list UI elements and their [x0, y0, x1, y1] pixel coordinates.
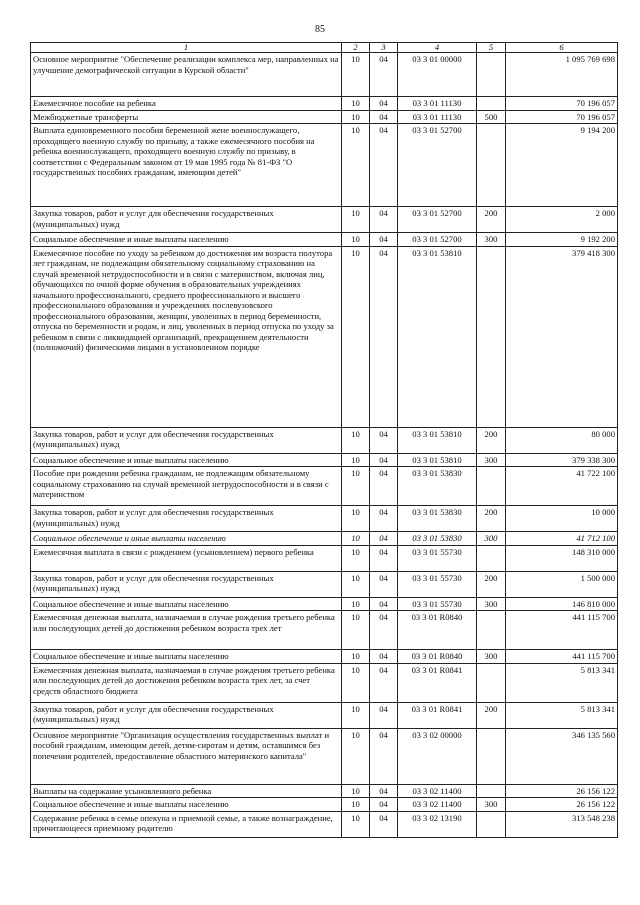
subsection-code-cell: 04: [370, 467, 398, 506]
budget-table: [30, 42, 618, 838]
row-name-cell: Пособие при рождении ребенка гражданам, не подлежащим обязательному социальному страхованию на случай временной нетрудоспособности и в связи с материнством: [31, 467, 342, 506]
amount-cell: 5 813 341: [506, 663, 618, 702]
amount-cell: 5 813 341: [506, 702, 618, 728]
subsection-code-cell: 04: [370, 663, 398, 702]
target-article-cell: 03 3 02 13190: [398, 811, 477, 837]
table-row: [31, 506, 618, 532]
table-row: [31, 571, 618, 597]
target-article-cell: 03 3 02 11400: [398, 784, 477, 797]
amount-cell: 379 418 300: [506, 246, 618, 427]
row-name-cell: Социальное обеспечение и иные выплаты населению: [31, 532, 342, 545]
amount-cell: 70 196 057: [506, 97, 618, 110]
expense-type-cell: [477, 784, 506, 797]
table-body: [31, 53, 618, 837]
subsection-code-cell: 04: [370, 110, 398, 123]
row-name-cell: Закупка товаров, работ и услуг для обеспечения государственных (муниципальных) нужд: [31, 702, 342, 728]
expense-type-cell: [477, 467, 506, 506]
column-header: 5: [477, 43, 506, 53]
amount-cell: 41 712 100: [506, 532, 618, 545]
table-row: [31, 663, 618, 702]
subsection-code-cell: 04: [370, 97, 398, 110]
subsection-code-cell: 04: [370, 571, 398, 597]
section-code-cell: 10: [342, 233, 370, 246]
expense-type-cell: [477, 811, 506, 837]
expense-type-cell: [477, 611, 506, 650]
target-article-cell: 03 3 01 55730: [398, 597, 477, 610]
target-article-cell: 03 3 01 R0841: [398, 663, 477, 702]
expense-type-cell: 300: [477, 532, 506, 545]
row-name-cell: Закупка товаров, работ и услуг для обеспечения государственных (муниципальных) нужд: [31, 427, 342, 453]
section-code-cell: 10: [342, 663, 370, 702]
target-article-cell: 03 3 01 53810: [398, 427, 477, 453]
section-code-cell: 10: [342, 246, 370, 427]
subsection-code-cell: 04: [370, 427, 398, 453]
subsection-code-cell: 04: [370, 597, 398, 610]
target-article-cell: 03 3 01 53810: [398, 453, 477, 466]
amount-cell: 41 722 100: [506, 467, 618, 506]
table-row: [31, 702, 618, 728]
target-article-cell: 03 3 01 R0840: [398, 650, 477, 663]
table-row: [31, 246, 618, 427]
subsection-code-cell: 04: [370, 784, 398, 797]
target-article-cell: 03 3 01 53830: [398, 532, 477, 545]
section-code-cell: 10: [342, 532, 370, 545]
table-row: [31, 798, 618, 811]
expense-type-cell: [477, 663, 506, 702]
section-code-cell: 10: [342, 597, 370, 610]
table-row: [31, 784, 618, 797]
row-name-cell: Ежемесячная денежная выплата, назначаемая в случае рождения третьего ребенка или последующих детей до достижения ребенком возраста трех лет: [31, 611, 342, 650]
row-name-cell: Социальное обеспечение и иные выплаты населению: [31, 453, 342, 466]
expense-type-cell: 300: [477, 650, 506, 663]
table-row: [31, 532, 618, 545]
section-code-cell: 10: [342, 798, 370, 811]
expense-type-cell: 500: [477, 110, 506, 123]
section-code-cell: 10: [342, 506, 370, 532]
subsection-code-cell: 04: [370, 798, 398, 811]
table-row: [31, 650, 618, 663]
expense-type-cell: [477, 53, 506, 97]
expense-type-cell: 300: [477, 453, 506, 466]
column-header: 3: [370, 43, 398, 53]
table-row: [31, 233, 618, 246]
amount-cell: 313 548 238: [506, 811, 618, 837]
amount-cell: 26 156 122: [506, 798, 618, 811]
row-name-cell: Социальное обеспечение и иные выплаты населению: [31, 233, 342, 246]
expense-type-cell: [477, 545, 506, 571]
target-article-cell: 03 3 01 52700: [398, 207, 477, 233]
target-article-cell: 03 3 01 52700: [398, 233, 477, 246]
table-row: [31, 811, 618, 837]
expense-type-cell: 200: [477, 207, 506, 233]
amount-cell: 379 338 300: [506, 453, 618, 466]
subsection-code-cell: 04: [370, 246, 398, 427]
target-article-cell: 03 3 02 00000: [398, 728, 477, 784]
subsection-code-cell: 04: [370, 207, 398, 233]
section-code-cell: 10: [342, 110, 370, 123]
table-row: [31, 728, 618, 784]
section-code-cell: 10: [342, 728, 370, 784]
row-name-cell: Ежемесячное пособие на ребенка: [31, 97, 342, 110]
amount-cell: 148 310 000: [506, 545, 618, 571]
target-article-cell: 03 3 01 53830: [398, 506, 477, 532]
expense-type-cell: 300: [477, 597, 506, 610]
subsection-code-cell: 04: [370, 233, 398, 246]
table-row: [31, 467, 618, 506]
row-name-cell: Выплата единовременного пособия беременной жене военнослужащего, проходящего военную службу по призыву, а также ежемесячного пособия на ребенка военнослужащего, проходящего военную службу по призыву, в соответствии с Федеральным законом от 19 мая 1995 года № 81-ФЗ "О государственных пособиях гражданам, имеющим детей": [31, 124, 342, 207]
expense-type-cell: [477, 97, 506, 110]
subsection-code-cell: 04: [370, 124, 398, 207]
table-row: [31, 110, 618, 123]
amount-cell: 70 196 057: [506, 110, 618, 123]
expense-type-cell: 200: [477, 702, 506, 728]
table-row: [31, 545, 618, 571]
expense-type-cell: 200: [477, 506, 506, 532]
target-article-cell: 03 3 01 55730: [398, 545, 477, 571]
amount-cell: 9 192 200: [506, 233, 618, 246]
subsection-code-cell: 04: [370, 453, 398, 466]
row-name-cell: Закупка товаров, работ и услуг для обеспечения государственных (муниципальных) нужд: [31, 506, 342, 532]
section-code-cell: 10: [342, 427, 370, 453]
target-article-cell: 03 3 01 11130: [398, 110, 477, 123]
expense-type-cell: 200: [477, 427, 506, 453]
row-name-cell: Социальное обеспечение и иные выплаты населению: [31, 650, 342, 663]
target-article-cell: 03 3 01 53810: [398, 246, 477, 427]
amount-cell: 346 135 560: [506, 728, 618, 784]
column-header: 1: [31, 43, 342, 53]
expense-type-cell: 300: [477, 233, 506, 246]
table-row: [31, 611, 618, 650]
expense-type-cell: [477, 246, 506, 427]
section-code-cell: 10: [342, 611, 370, 650]
table-row: [31, 597, 618, 610]
subsection-code-cell: 04: [370, 728, 398, 784]
row-name-cell: Ежемесячное пособие по уходу за ребенком до достижения им возраста полутора лет гражданам, не подлежащим обязательному социальному страхованию на случай временной нетрудоспособности и в связи с материнством, включая лиц, обучающихся по очной форме обучения в образовательных учреждениях начального профессионального, среднего профессионального и высшего профессионального образования и учреждениях послевузовского профессионального образования, женщин, уволенных в период беременности, отпуска по беременности и родам, и лиц, уволенных в период отпуска по уходу за ребенком в связи с ликвидацией организаций, прекращением деятельности (полномочий) физическими лицами в установленном порядке: [31, 246, 342, 427]
row-name-cell: Основное мероприятие "Организация осуществления государственных выплат и пособий гражданам, имеющим детей, детям-сиротам и детям, оставшимся без попечения родителей, предоставление областного материнского капитала": [31, 728, 342, 784]
section-code-cell: 10: [342, 97, 370, 110]
expense-type-cell: [477, 728, 506, 784]
table-row: [31, 53, 618, 97]
amount-cell: 441 115 700: [506, 611, 618, 650]
row-name-cell: Ежемесячная денежная выплата, назначаемая в случае рождения третьего ребенка или последующих детей до достижения ребенком возраста трех лет, за счет средств областного бюджета: [31, 663, 342, 702]
target-article-cell: 03 3 01 11130: [398, 97, 477, 110]
row-name-cell: Закупка товаров, работ и услуг для обеспечения государственных (муниципальных) нужд: [31, 571, 342, 597]
section-code-cell: 10: [342, 571, 370, 597]
row-name-cell: Закупка товаров, работ и услуг для обеспечения государственных (муниципальных) нужд: [31, 207, 342, 233]
row-name-cell: Выплаты на содержание усыновленного ребенка: [31, 784, 342, 797]
amount-cell: 80 000: [506, 427, 618, 453]
section-code-cell: 10: [342, 545, 370, 571]
amount-cell: 10 000: [506, 506, 618, 532]
subsection-code-cell: 04: [370, 532, 398, 545]
table-row: [31, 124, 618, 207]
table-row: [31, 453, 618, 466]
subsection-code-cell: 04: [370, 611, 398, 650]
row-name-cell: Социальное обеспечение и иные выплаты населению: [31, 597, 342, 610]
row-name-cell: Социальное обеспечение и иные выплаты населению: [31, 798, 342, 811]
subsection-code-cell: 04: [370, 650, 398, 663]
amount-cell: 441 115 700: [506, 650, 618, 663]
table-header-row: [31, 43, 618, 53]
amount-cell: 146 810 000: [506, 597, 618, 610]
row-name-cell: Основное мероприятие "Обеспечение реализации комплекса мер, направленных на улучшение демографической ситуации в Курской области": [31, 53, 342, 97]
target-article-cell: 03 3 01 R0840: [398, 611, 477, 650]
row-name-cell: Содержание ребенка в семье опекуна и приемной семье, а также вознаграждение, причитающееся приемному родителю: [31, 811, 342, 837]
table-row: [31, 207, 618, 233]
expense-type-cell: 200: [477, 571, 506, 597]
subsection-code-cell: 04: [370, 53, 398, 97]
row-name-cell: Межбюджетные трансферты: [31, 110, 342, 123]
section-code-cell: 10: [342, 124, 370, 207]
section-code-cell: 10: [342, 467, 370, 506]
table-row: [31, 427, 618, 453]
subsection-code-cell: 04: [370, 811, 398, 837]
section-code-cell: 10: [342, 207, 370, 233]
section-code-cell: 10: [342, 453, 370, 466]
page-number: 85: [315, 24, 325, 35]
subsection-code-cell: 04: [370, 506, 398, 532]
target-article-cell: 03 3 01 53830: [398, 467, 477, 506]
target-article-cell: 03 3 01 52700: [398, 124, 477, 207]
subsection-code-cell: 04: [370, 545, 398, 571]
amount-cell: 26 156 122: [506, 784, 618, 797]
target-article-cell: 03 3 01 R0841: [398, 702, 477, 728]
amount-cell: 1 500 000: [506, 571, 618, 597]
amount-cell: 9 194 200: [506, 124, 618, 207]
section-code-cell: 10: [342, 650, 370, 663]
target-article-cell: 03 3 01 00000: [398, 53, 477, 97]
subsection-code-cell: 04: [370, 702, 398, 728]
expense-type-cell: 300: [477, 798, 506, 811]
amount-cell: 2 000: [506, 207, 618, 233]
column-header: 2: [342, 43, 370, 53]
column-header: 6: [506, 43, 618, 53]
target-article-cell: 03 3 02 11400: [398, 798, 477, 811]
target-article-cell: 03 3 01 55730: [398, 571, 477, 597]
row-name-cell: Ежемесячная выплата в связи с рождением (усыновлением) первого ребенка: [31, 545, 342, 571]
section-code-cell: 10: [342, 53, 370, 97]
section-code-cell: 10: [342, 811, 370, 837]
amount-cell: 1 095 769 698: [506, 53, 618, 97]
table-row: [31, 97, 618, 110]
section-code-cell: 10: [342, 702, 370, 728]
section-code-cell: 10: [342, 784, 370, 797]
expense-type-cell: [477, 124, 506, 207]
column-header: 4: [398, 43, 477, 53]
